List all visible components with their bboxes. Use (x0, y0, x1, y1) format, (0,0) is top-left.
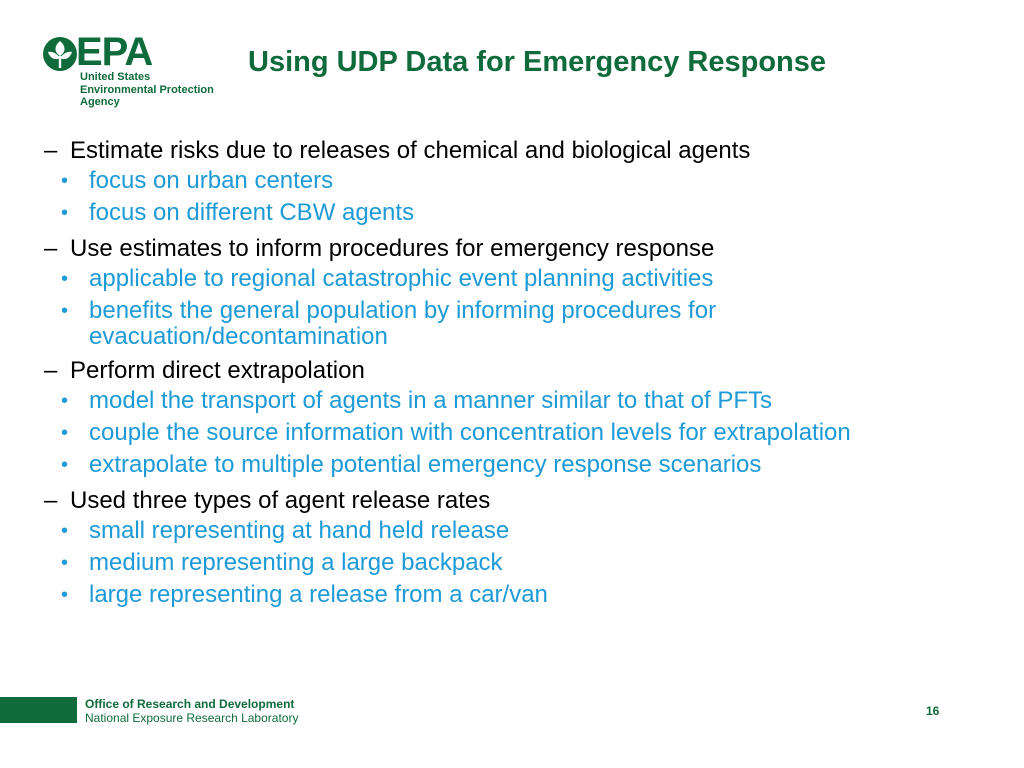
level2-item: • large representing a release from a car/van (61, 581, 548, 608)
level1-item: – Used three types of agent release rates (44, 487, 491, 514)
level2-item: • model the transport of agents in a manner similar to that of PFTs (61, 387, 772, 414)
dash-marker: – (44, 487, 58, 514)
slide-title: Using UDP Data for Emergency Response (248, 46, 827, 78)
epa-wordmark: EPA (76, 30, 153, 74)
lab-name: National Exposure Research Laboratory (85, 711, 299, 725)
level1-item: – Estimate risks due to releases of chemical and biological agents (44, 137, 751, 164)
level2-item: • benefits the general population by informing procedures for evacuation/decontamination (61, 297, 717, 350)
dash-marker: – (44, 235, 58, 262)
level1-item: – Perform direct extrapolation (44, 357, 365, 384)
section-direct-extrapolation (40, 356, 980, 478)
level2-item: • focus on urban centers (61, 167, 334, 194)
section-release-rates (40, 486, 980, 608)
agency-name: United States Environmental Protection Agency (80, 71, 214, 108)
level1-item: – Use estimates to inform procedures for emergency response (44, 235, 715, 262)
section-use-estimates (40, 234, 980, 350)
level2-item: • extrapolate to multiple potential emergency response scenarios (61, 451, 762, 478)
level2-item: • applicable to regional catastrophic event planning activities (61, 265, 714, 292)
page-number: 16 (926, 704, 940, 718)
level2-item: • focus on different CBW agents (61, 199, 415, 226)
epa-logo (42, 30, 232, 112)
office-name: Office of Research and Development (85, 697, 295, 711)
epa-flower-icon (42, 36, 78, 72)
footer-green-bar (0, 697, 77, 723)
footer-organization (85, 697, 298, 725)
dash-marker: – (44, 137, 58, 164)
dash-marker: – (44, 357, 58, 384)
section-estimate-risks (40, 136, 980, 226)
level2-item: • small representing at hand held release (61, 517, 510, 544)
slide-content (40, 136, 980, 614)
level2-item: • couple the source information with concentration levels for extrapolation (61, 419, 851, 446)
level2-item: • medium representing a large backpack (61, 549, 503, 576)
